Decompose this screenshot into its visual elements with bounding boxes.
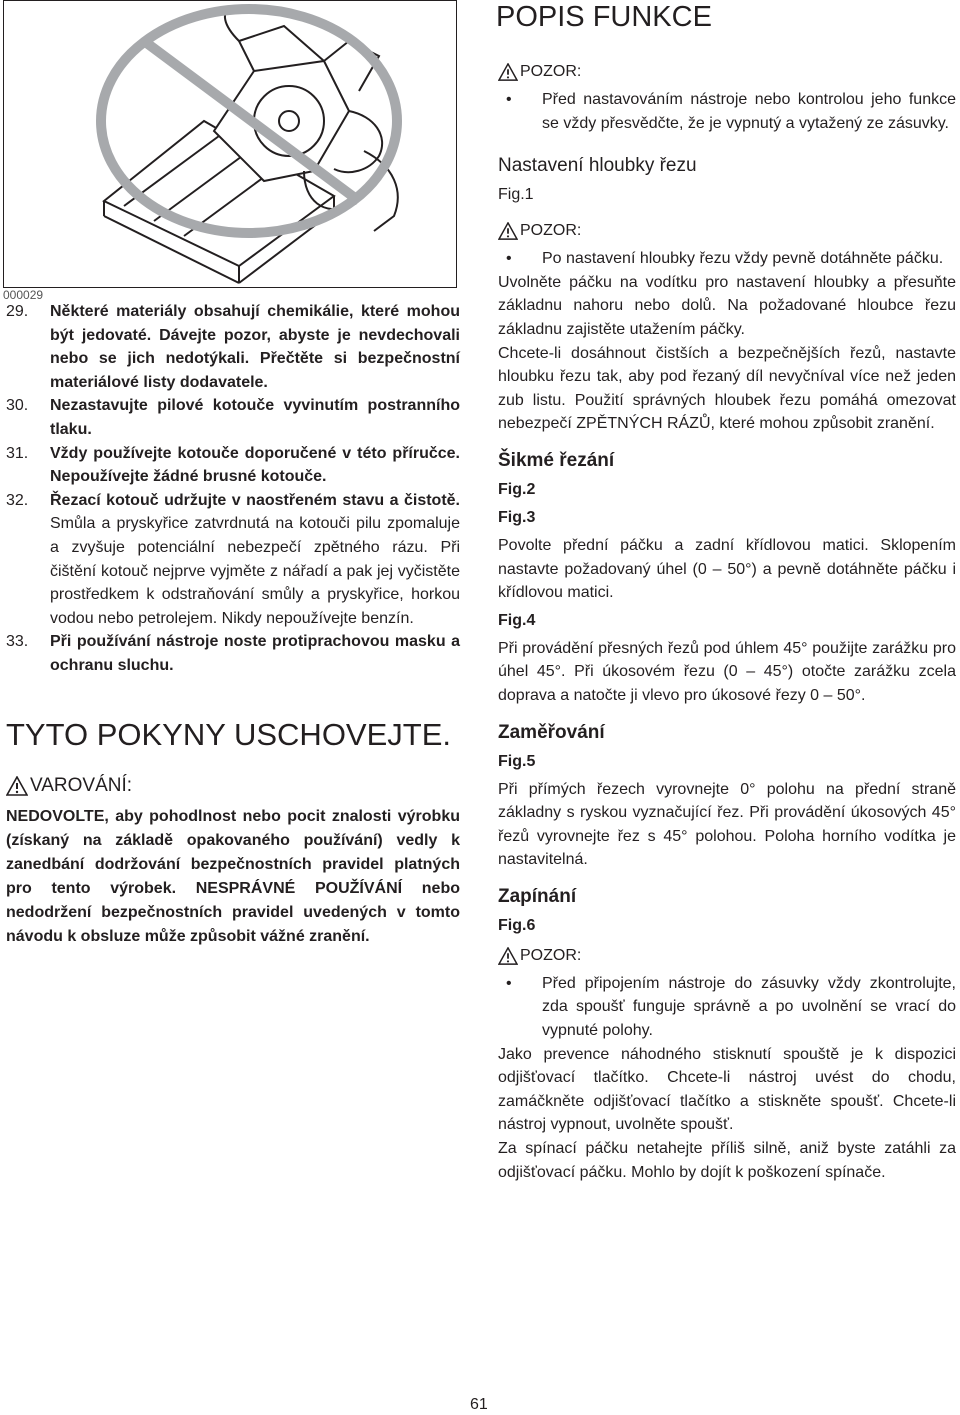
bullet-icon: • xyxy=(506,250,512,268)
keep-instructions-heading: TYTO POKYNY USCHOVEJTE. xyxy=(6,717,452,752)
item-number: 32. xyxy=(6,491,29,509)
figure-ref: Fig.4 xyxy=(498,611,536,629)
paragraph: Povolte přední páčku a zadní křídlovou matici. Sklopením nastavte požadovaný úhel (0 – 50°) a pevně dotáhněte páčku i křídlovou matici. xyxy=(498,536,956,602)
prohibited-action-illustration xyxy=(3,0,457,288)
item-text: Smůla a pryskyřice zatvrdnutá na kotouči pilu zpomaluje a zvyšuje potenciální nebezpečí zpětného rázu. Při čištění kotouč nejprve vyjměte z nářadí a pak jej vyčistěte prostředkem k odstraňování smůly a pryskyřice, horkou vodou nebo petrolejem. Nikdy nepoužívejte benzín. xyxy=(50,515,460,627)
caution-heading xyxy=(498,219,956,243)
paragraph: Při přímých řezech vyrovnejte 0° polohu na přední straně základny s ryskou vyznačující řez. Při provádění úkosových 45° řezů vyrovnejte řez s 45° polohou. Poloha horního vodítka je nastavitelná. xyxy=(498,780,956,869)
caution-text: Před připojením nástroje do zásuvky vždy zkontrolujte, zda spoušť funguje správně a po uvolnění se vrací do vypnuté polohy. xyxy=(542,974,956,1040)
list-item xyxy=(6,394,460,441)
figure-ref: Fig.6 xyxy=(498,916,536,934)
bevel-heading: Šikmé řezání xyxy=(498,449,615,471)
list-item xyxy=(6,300,460,394)
bullet-icon: • xyxy=(506,974,512,992)
list-item xyxy=(6,489,460,631)
paragraph: Při provádění přesných řezů pod úhlem 45° použijte zarážku pro úhel 45°. Při úkosovém řezu (0 – 45°) otočte zarážku zcela doprava a natočte ji vlevo pro úkosové řezy 0 – 50°. xyxy=(498,639,956,704)
aim-heading: Zaměřování xyxy=(498,721,605,743)
warning-heading xyxy=(6,774,132,798)
warning-text: NEDOVOLTE, aby pohodlnost nebo pocit znalosti výrobku (získaný na základě opakovaného používání) vedly k zanedbání dodržování bezpečnostních pravidel platných pro tento výrobek. NESPRÁVNÉ POUŽÍVÁNÍ nebo nedodržení bezpečnostních pravidel uvedených v tomto návodu k obsluze může způsobit vážné zranění. xyxy=(6,808,460,945)
page-number: 61 xyxy=(470,1396,488,1413)
depth-heading: Nastavení hloubky řezu xyxy=(498,155,697,177)
caution-label: POZOR: xyxy=(520,63,582,80)
caution-text: Před nastavováním nástroje nebo kontrolou jeho funkce se vždy přesvědčte, že je vypnutý a vytažený ze zásuvky. xyxy=(542,91,956,132)
safety-list xyxy=(6,300,460,678)
figure-ref: Fig.5 xyxy=(498,752,536,770)
figure-ref: Fig.3 xyxy=(498,508,536,526)
item-number: 29. xyxy=(6,303,29,320)
bullet-icon: • xyxy=(506,91,512,108)
item-number: 30. xyxy=(6,397,29,415)
item-number: 31. xyxy=(6,444,29,462)
warning-triangle-icon xyxy=(6,776,28,796)
list-item xyxy=(498,972,956,1043)
caution-text: Po nastavení hloubky řezu vždy pevně dotáhněte páčku. xyxy=(542,250,944,268)
function-description xyxy=(498,60,956,1184)
list-item xyxy=(498,247,956,271)
paragraph: Chcete-li dosáhnout čistších a bezpečnějších řezů, nastavte hloubku řezu tak, aby pod řezaný díl nevyčníval více než jeden zub listu. Použití správných hloubek řezu pomáhá omezovat nebezpečí ZPĚTNÝCH RÁZŮ, které mohou způsobit zranění. xyxy=(498,344,956,433)
warning-triangle-icon xyxy=(498,63,518,81)
caution-heading xyxy=(498,60,956,84)
paragraph: Uvolněte páčku na vodítku pro nastavení hloubky a přesuňte základnu nahoru nebo dolů. Na požadované hloubce řezu základnu zajistěte utažením páčky. xyxy=(498,273,956,338)
warning-triangle-icon xyxy=(498,222,518,240)
paragraph: Jako prevence náhodného stisknutí spouště je k dispozici odjišťovací tlačítko. Chcete-li nástroj uvést do chodu, zamáčkněte odjišťovací tlačítko a stiskněte spoušť. Chcete-li nástroj vypnout, uvolněte spoušť. xyxy=(498,1045,956,1134)
list-item xyxy=(498,88,956,135)
paragraph: Za spínací páčku netahejte příliš silně, aniž byste zatáhli za odjišťovací páčku. Mohlo by dojít k poškození spínače. xyxy=(498,1140,956,1181)
item-bold: Řezací kotouč udržujte v naostřeném stavu a čistotě. xyxy=(50,491,460,509)
item-bold: Některé materiály obsahují chemikálie, které mohou být jedovaté. Dávejte pozor, abyste je nevdechovali nebo se jich nedotýkali. Přečtěte si bezpečnostní materiálové listy dodavatele. xyxy=(50,303,460,391)
item-number: 33. xyxy=(6,633,29,651)
caution-label: POZOR: xyxy=(520,946,582,964)
illustration-code: 000029 xyxy=(3,288,44,302)
warning-triangle-icon xyxy=(498,947,518,965)
list-item xyxy=(6,442,460,489)
item-bold: Nezastavujte pilové kotouče vyvinutím postranního tlaku. xyxy=(50,397,460,438)
figure-ref: Fig.1 xyxy=(498,186,534,204)
caution-heading xyxy=(498,944,956,968)
saw-prohibition-icon xyxy=(4,1,457,288)
warning-label: VAROVÁNÍ: xyxy=(30,775,133,796)
section-title: POPIS FUNKCE xyxy=(496,1,712,33)
figure-ref: Fig.2 xyxy=(498,480,536,498)
switch-heading: Zapínání xyxy=(498,885,577,907)
caution-label: POZOR: xyxy=(520,222,582,240)
list-item xyxy=(6,630,460,677)
item-bold: Vždy používejte kotouče doporučené v této příručce. Nepoužívejte žádné brusné kotouče. xyxy=(50,444,460,486)
item-bold: Při používání nástroje noste protiprachovou masku a ochranu sluchu. xyxy=(50,633,460,674)
